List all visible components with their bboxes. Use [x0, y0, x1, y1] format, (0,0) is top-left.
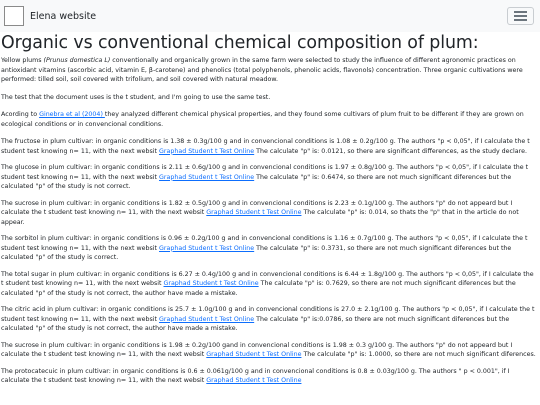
paragraph-text: The calculate "p" is: 1.0000, so there are not much significant diferences.: [301, 351, 536, 358]
citric-acid-paragraph: [1, 305, 538, 334]
paragraph-text: The total sugar in plum cultivar: in organic conditions is 6.27 ± 0.4g/100 g and in convencional conditions is 6.44 ± 1.8g/100 g. The authors "p < 0,05", if I calculate the t student test knowing n= 11, with the next websit: [1, 270, 534, 287]
paragraph-text: The sorbitol in plum cultivar: in organic conditions is 0.96 ± 0.2g/100 g and in convencional conditions is 1.16 ± 0.7g/100 g. The authors "p < 0,05", if I calculate the t student test knowing n= 11, with the next websit: [1, 235, 528, 252]
intro-paragraph: [1, 56, 538, 85]
graphpad-link[interactable]: Graphad Student t Test Online: [159, 147, 255, 155]
fructose-paragraph: [1, 137, 538, 156]
intro-text-1: Yellow plums: [1, 57, 44, 64]
paragraph-text: The calculate "p" is:0.0786, so there are not much significant diferences but the calculated "p" of the study is not correct, the author have made a mistake.: [1, 315, 510, 332]
page-title: Organic vs conventional chemical composition of plum:: [1, 33, 479, 53]
navbar: [0, 0, 540, 32]
graphpad-link[interactable]: Graphad Student t Test Online: [163, 280, 259, 287]
species-name: (Prunus domestica L): [43, 57, 111, 64]
ginebra-text-1: Acording to: [1, 111, 40, 118]
paragraph-text: The calculate "p" is: 0.7629, so there are not much significant diferences but the calculated "p" of the study is not correct, the author have made a mistake.: [1, 280, 516, 297]
paragraph-text: The sucrose in plum cultivar: in organic conditions is 1.82 ± 0.5g/100 g and in convencional conditions is 2.23 ± 0.1g/100 g. The authors "p" do not appeard but I calculate the t student test knowing n= 11, with the next websit: [1, 199, 513, 216]
paragraph-text: The calculate "p" is: 0.0121, so there are significant differences, as the study declare.: [254, 147, 527, 155]
ginebra-link[interactable]: Ginebra et al (2004): [39, 111, 105, 118]
hamburger-icon-bar: [514, 11, 527, 13]
sucrose-paragraph-2: [1, 341, 538, 360]
glucose-paragraph: [1, 163, 538, 192]
paragraph-text: The citric acid in plum cultivar: in organic conditions is 25.7 ± 1.0g/100 g and in convencional conditions is 27.0 ± 2.1g/100 g. The authors "p < 0,05", if I calculate the t student test knowing n= 11, with the next websit: [1, 306, 535, 323]
graphpad-link[interactable]: Graphad Student t Test Online: [159, 244, 255, 252]
ginebra-paragraph: [1, 110, 538, 129]
sorbitol-paragraph: [1, 234, 538, 263]
navbar-brand[interactable]: [4, 6, 96, 26]
graphpad-link[interactable]: Graphad Student t Test Online: [206, 351, 302, 358]
main-content: [0, 32, 540, 386]
hamburger-icon-bar: [514, 19, 527, 21]
total-sugar-paragraph: [1, 270, 538, 299]
paragraph-text: The glucose in plum cultivar: in organic conditions is 2.11 ± 0.6g/100 g and in convencional conditions is 1.97 ± 0.8g/100 g. The authors "p < 0,05", if I calculate the t student test knowing n= 11, with the next websit: [1, 164, 529, 181]
menu-toggle-button[interactable]: [507, 7, 534, 25]
brand-text: Elena website: [30, 10, 97, 22]
protocatecuic-paragraph: [1, 367, 538, 386]
graphpad-link[interactable]: Graphad Student t Test Online: [159, 173, 255, 181]
graphpad-link[interactable]: Graphad Student t Test Online: [206, 377, 302, 384]
paragraph-text: The calculate "p" is: 0.014, so thats the "p" that in the article do not appear.: [1, 209, 519, 226]
sucrose-paragraph: [1, 199, 538, 228]
paragraph-text: The sucrose in plum cultivar: in organic conditions is 1.98 ± 0.2g/100 gand in convencional conditions is 1.98 ± 0.3 g/100 g. The authors "p" do not appeard but I calculate the t student test knowing n= 11, with the next websit: [1, 341, 513, 358]
logo-image: [4, 6, 24, 26]
paragraph-text: The calculate "p" is: 0.3731, so there are not much significant diferences but the calculated "p" of the study is correct.: [1, 244, 512, 261]
paragraph-text: The fructose in plum cultivar: in organic conditions is 1.38 ± 0.3g/100 g and in convencional conditions is 1.08 ± 0.2g/100 g. The authors "p < 0,05", if I calculate the t student test knowing n= 11, with the next websit: [1, 138, 530, 155]
ttest-note: The test that the document uses is the t student, and I'm going to use the same test.: [1, 93, 271, 101]
paragraph-text: The protocatecuic in plum cultivar: in organic conditions is 0.6 ± 0.061g/100 g and in convencional conditions is 0.8 ± 0.03g/100 g. The authors " p < 0.001", if I calculate the t student test knowing n= 11, with the next websit: [1, 367, 510, 384]
intro-text-2: conventionally and organically grown in the same farm were selected to study the influence of different agronomic practices on antioxidant vitamins (ascorbic acid, vitamin E, β-carotene) and phenolics (total polyphenols, phenolic acids, flavonols) concentration. Three organic cultivations were performed: tilled soil, soil covered with trifolium, and soil covered with natural meadow.: [1, 57, 523, 83]
paragraph-text: The calculate "p" is: 0.6474, so there are not much significant diferences but the calculated "p" of the study is not correct.: [1, 173, 512, 190]
graphpad-link[interactable]: Graphad Student t Test Online: [159, 315, 255, 323]
hamburger-icon-bar: [514, 15, 527, 17]
ginebra-text-2: they analyzed different chemical physical properties, and they found some cultivars of plum fruit to be different if they are grown on ecological conditions or in convencional conditions.: [1, 111, 524, 128]
graphpad-link[interactable]: Graphad Student t Test Online: [206, 209, 302, 216]
